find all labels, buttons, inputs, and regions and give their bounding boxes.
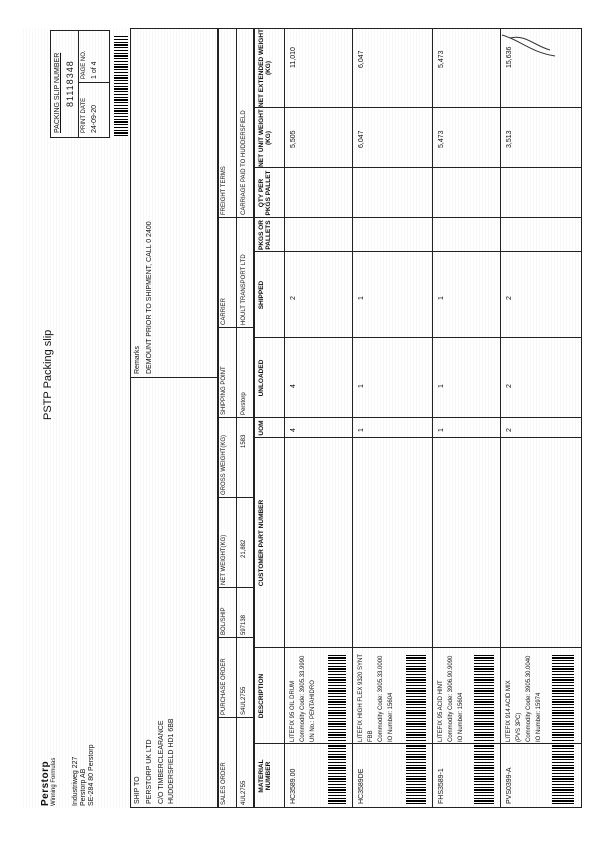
ship-to-line: HUDDERSFIELD HD1 6BB [168,718,175,804]
ship-to-label: SHIP TO [134,776,141,804]
remarks-text: DEMOUNT PRIOR TO SHIPMENT, CALL 0 2400 [146,221,153,374]
col-material: MATERIAL NUMBER [258,759,272,793]
material-number: PVS0399-A [506,767,513,804]
page-number: 1 of 4 [91,61,98,79]
packing-slip-number: 81118348 [65,60,75,107]
material-number: HC3589DE [358,768,365,804]
packing-slip-box: PACKING SLIP NUMBER 81118348 PRINT DATE PAGE NO. 24-09-20 1 of 4 [50,30,110,138]
col-ext-weight: NET EXTENDED WEIGHT (KG) [258,28,272,107]
col-customer-part: CUSTOMER PART NUMBER [258,499,265,587]
scan-texture [22,28,582,808]
carrier-value: HOULT TRANSPORT LTD [241,254,247,325]
purchase-order-value: S4UL2755 [241,686,247,715]
gross-weight-value: 1583 [241,434,247,448]
address-line: SE-284 80 Perstorp [88,744,95,806]
signature-mark [500,30,560,60]
col-description: DESCRIPTION [258,673,265,719]
packing-slip-label: PACKING SLIP NUMBER [54,52,61,133]
ship-to-line: C/O TIMBERCLEARANCE [158,720,165,804]
document-title: PSTP Packing slip [42,329,54,420]
company-logo: Perstorp Winning Formulas [40,757,57,806]
print-date: 24-09-20 [91,104,98,133]
col-pkgs: PKGS OR PALLETS [258,220,272,250]
address-line: Industriweg 227 [72,756,79,806]
material-number: HC3589.00 [290,768,297,804]
col-uom: UOM [258,420,265,436]
remarks-label: Remarks [134,345,141,374]
freight-terms-value: CARRIAGE PAID TO HUDDERSFIELD [241,110,247,215]
net-weight-value: 21,882 [241,539,247,558]
bol-value: 597138 [241,614,247,635]
col-shipped: SHIPPED [258,280,265,310]
col-qty: QTY PER PKGS PALLET [258,170,272,216]
material-number: FHS3589-1 [438,768,445,804]
sales-order-value: 4UL2755 [241,780,247,805]
ship-to-name: PERSTORP UK LTD [146,739,153,804]
shipping-point-value: Perstorp [241,392,247,415]
col-unloaded: UNLOADED [258,359,265,397]
packing-slip-page: Perstorp Winning Formulas Industriweg 227 Perstorp AB SE-284 80 Perstorp PACKING SLIP NUMBER 81118348 PRINT DATE PAGE NO. 24-09-20 1 of 4 SHIP TO PERSTORP UK LTD C/O TIMBERCLEARANCE HUDDERSFIELD HD1 6BB Remarks DEMOUNT PRIOR TO SHIPMENT, CALL 0 2400 SALES ORDER PURCHASE ORDER BOL/SHIP NET WEIGHT(KG) GROSS WEIGHT(KG) SHIPPING POINT CARRIER FREIGHT TERMS 4UL2755 S4UL2755 597138 21,882 1583 Perstorp HOULT TRANSPORT LTD CARRIAGE PAID TO HUDDERSFIELD MATERIAL NUMBER DESCRIPTION CUSTOMER PART NUMBER UOM UNLOADED SHIPPED PKGS OR PALLETS QTY PER PKGS PALLET NET UNIT WEIGHT (KG) NET EXTENDED WEIGHT (KG) HC3589.00 LITEFIX 95 OIL DRUM Commodity Code: 3905.33.9990 UN No.: PENTAHIDRO 4 4 2 5,505 11,010 HC3589DE LITEFIX HIGH FLEX 9320 SYNT FBB Commodity Code: 3905.33.0000 IO Number: 15604 1 1 1 6,047 6,047 FHS3589-1 LITEFIX 95 ACID HINT Commodity Code: 3906.90.9090 IO Number: 15604 1 1 1 5,473 5,473 PVS0399-A LITEFIX 914 ACID MIX (PVS 3PC) Commodity Code: 3905.30.0040 IO Number: 15974 2 2 2 3,513 15,636 [22,28,582,808]
address-line: Perstorp AB [80,768,87,806]
col-unit-weight: NET UNIT WEIGHT (KG) [258,109,272,167]
